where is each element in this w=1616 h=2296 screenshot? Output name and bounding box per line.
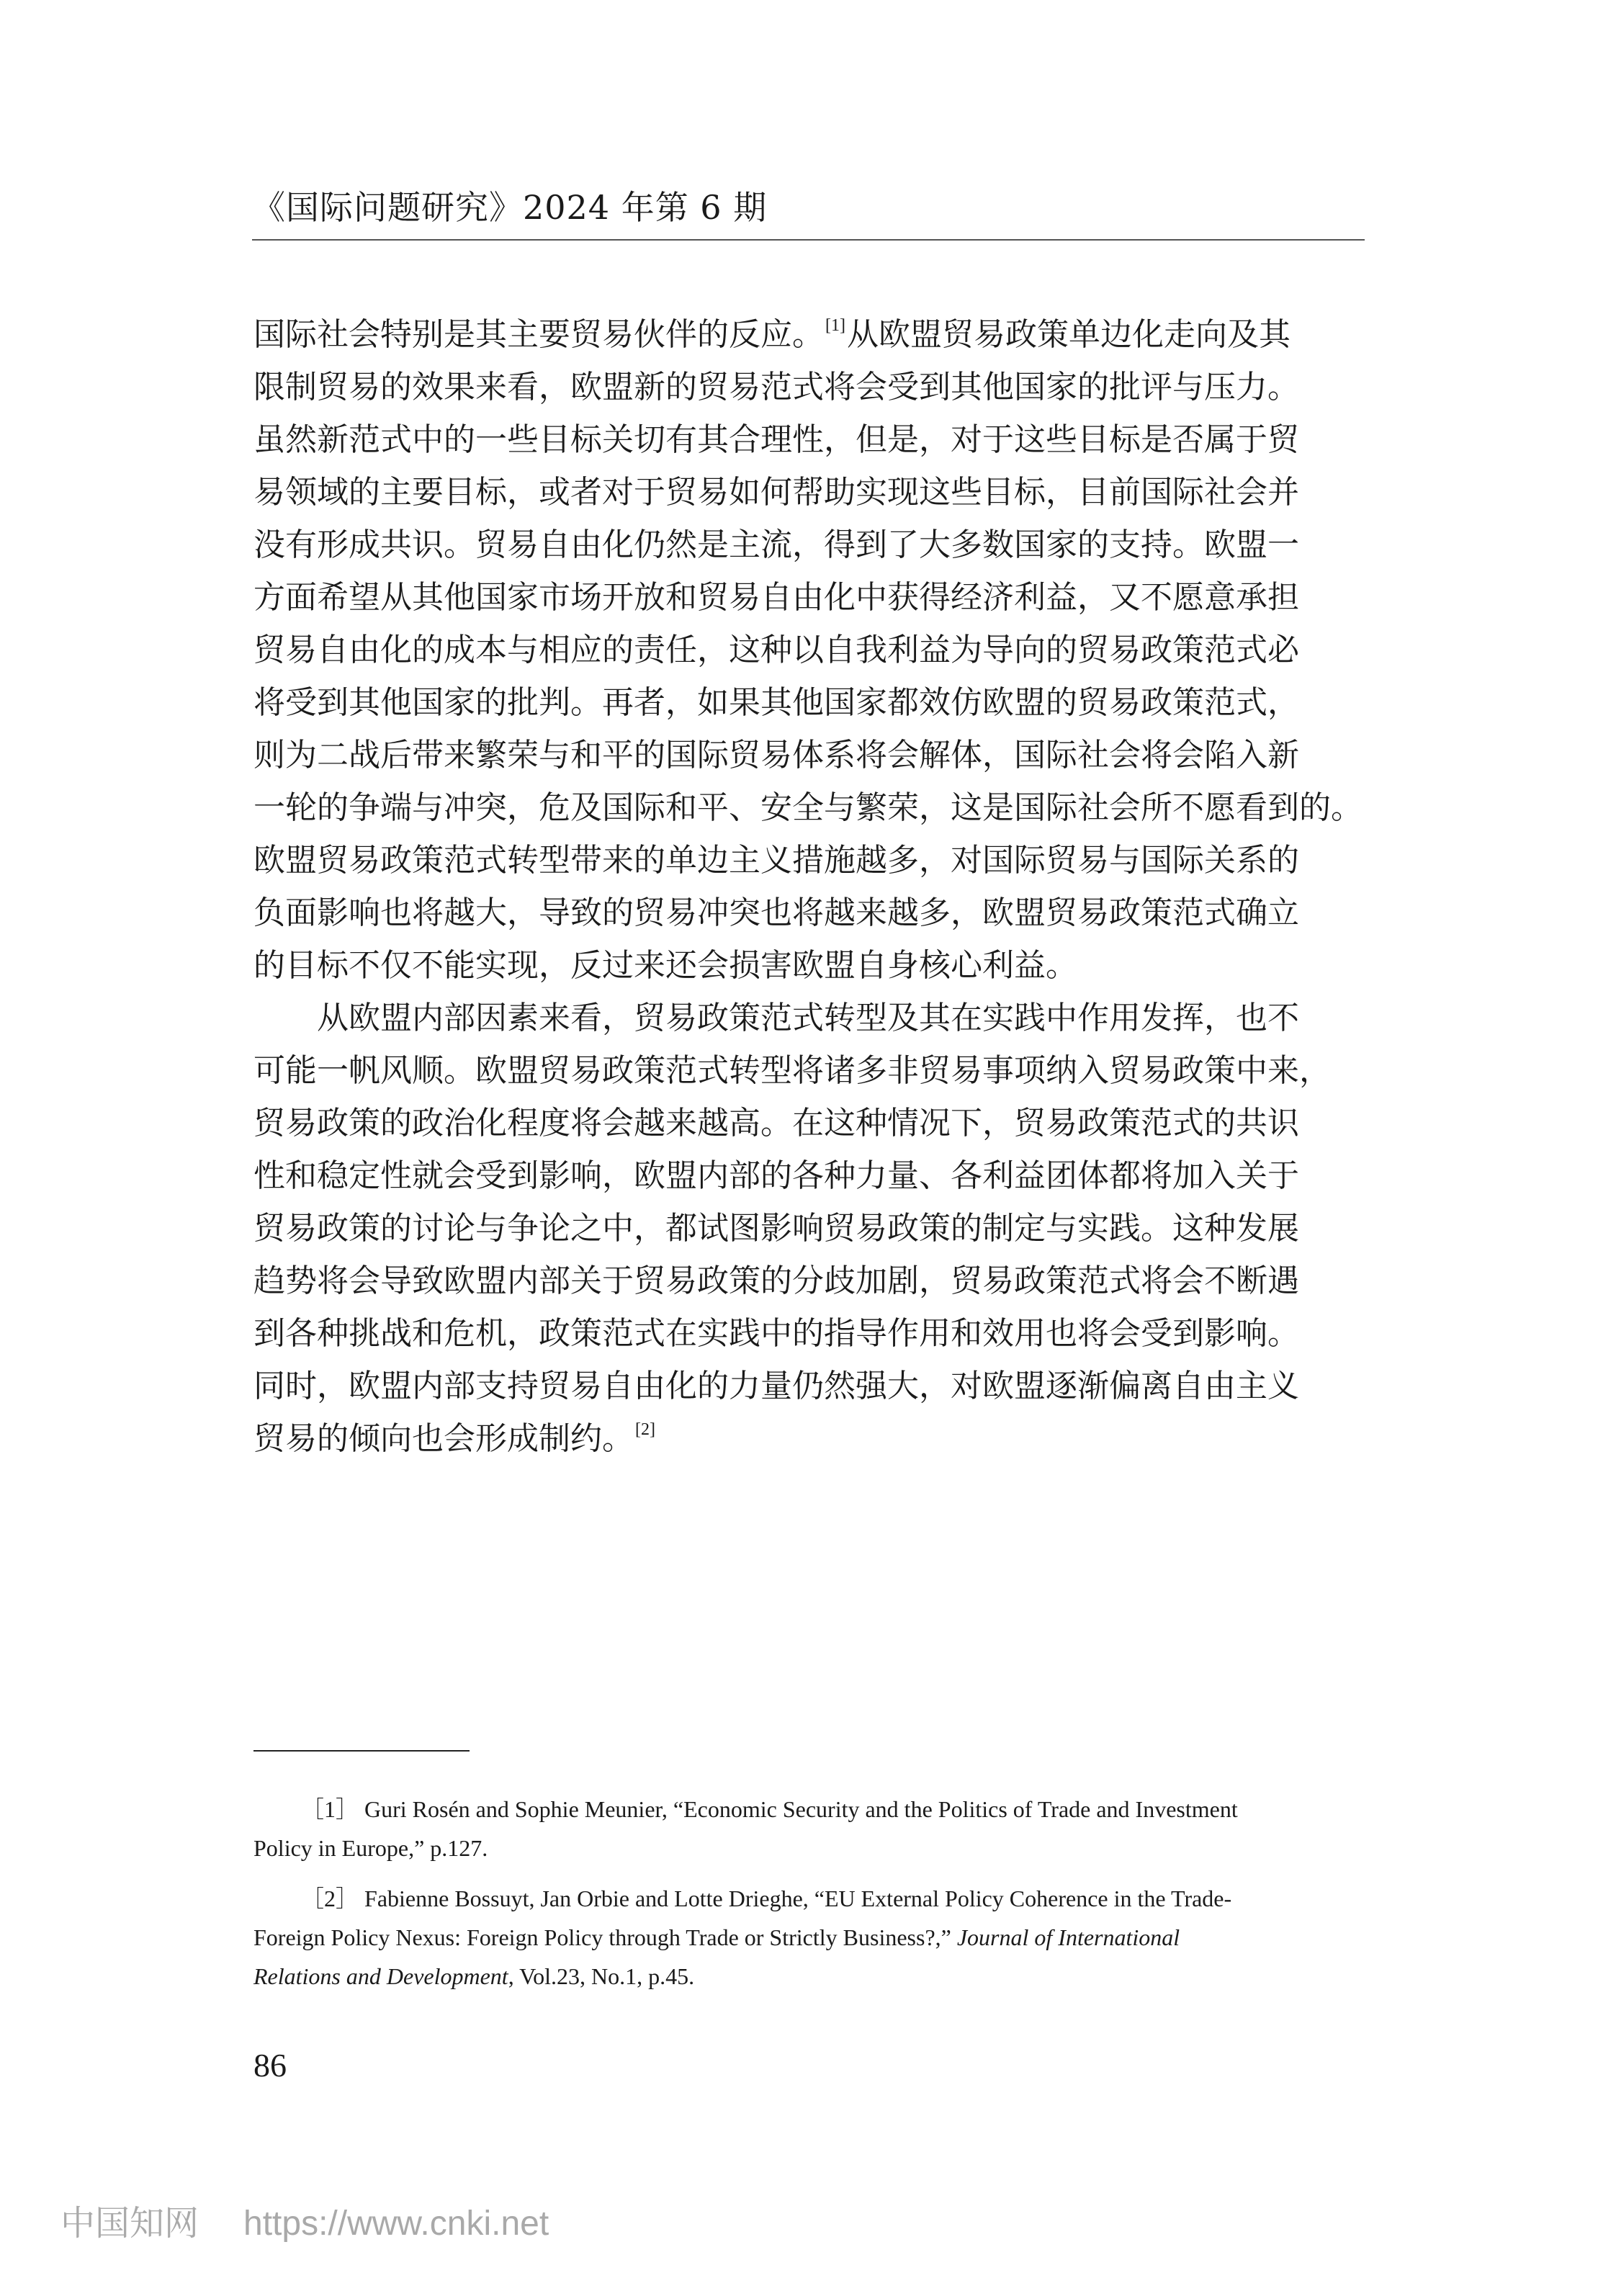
footnote-ref-2[interactable]: [2] [635, 1420, 655, 1439]
body-line: 同时，欧盟内部支持贸易自由化的力量仍然强大，对欧盟逐渐偏离自由主义 [253, 1368, 1299, 1404]
body-line: 易领域的主要目标，或者对于贸易如何帮助实现这些目标，目前国际社会并 [253, 474, 1299, 511]
body-line: 贸易的倾向也会形成制约。[2] [253, 1420, 655, 1457]
paragraph-start: 从欧盟内部因素来看，贸易政策范式转型及其在实践中作用发挥，也不 [317, 1000, 1299, 1036]
watermark-url[interactable]: https://www.cnki.net [243, 2205, 549, 2243]
journal-header: 《国际问题研究》2024 年第 6 期 [252, 188, 768, 227]
footnotes [253, 1790, 1366, 1996]
body-line: 贸易自由化的成本与相应的责任，这种以自我利益为导向的贸易政策范式必 [253, 632, 1299, 668]
footnote-rule [253, 1750, 470, 1752]
body-line: 到各种挑战和危机，政策范式在实践中的指导作用和效用也将会受到影响。 [253, 1315, 1299, 1352]
footnote-1: ［1］ Guri Rosén and Sophie Meunier, “Economic Security and the Politics of Trade and Investment [301, 1796, 1238, 1822]
header-rule [252, 239, 1365, 241]
watermark-name: 中国知网 [60, 2205, 199, 2243]
body-line: 的目标不仅不能实现，反过来还会损害欧盟自身核心利益。 [253, 947, 1077, 984]
journal-name: Relations and Development [253, 1963, 508, 1989]
body-line: 没有形成共识。贸易自由化仍然是主流，得到了大多数国家的支持。欧盟一 [253, 526, 1299, 563]
body-line: 将受到其他国家的批判。再者，如果其他国家都效仿欧盟的贸易政策范式， [253, 684, 1299, 721]
body-line: 国际社会特别是其主要贸易伙伴的反应。[1]从欧盟贸易政策单边化走向及其 [253, 316, 1290, 353]
footnote-2-cont: Relations and Development, Vol.23, No.1, p.45. [253, 1963, 695, 1989]
footnote-2: ［2］ Fabienne Bossuyt, Jan Orbie and Lotte Drieghe, “EU External Policy Coherence in the Trade- [301, 1885, 1232, 1911]
cnki-watermark [60, 2202, 549, 2246]
body-line: 负面影响也将越大，导致的贸易冲突也将越来越多，欧盟贸易政策范式确立 [253, 894, 1299, 931]
footnote-marker: ［2］ [301, 1885, 359, 1911]
footnote-1-cont: Policy in Europe,” p.127. [253, 1835, 488, 1861]
page-number: 86 [253, 2047, 287, 2084]
body-line: 可能一帆风顺。欧盟贸易政策范式转型将诸多非贸易事项纳入贸易政策中来， [253, 1052, 1331, 1089]
body-line: 一轮的争端与冲突，危及国际和平、安全与繁荣，这是国际社会所不愿看到的。 [253, 789, 1363, 826]
footnote-ref-1[interactable]: [1] [825, 316, 845, 335]
body-line: 欧盟贸易政策范式转型带来的单边主义措施越多，对国际贸易与国际关系的 [253, 842, 1299, 879]
body-line: 虽然新范式中的一些目标关切有其合理性，但是，对于这些目标是否属于贸 [253, 421, 1299, 458]
body-line: 趋势将会导致欧盟内部关于贸易政策的分歧加剧，贸易政策范式将会不断遇 [253, 1263, 1299, 1299]
body-line: 贸易政策的讨论与争论之中，都试图影响贸易政策的制定与实践。这种发展 [253, 1210, 1299, 1247]
body-line: 限制贸易的效果来看，欧盟新的贸易范式将会受到其他国家的批评与压力。 [253, 369, 1299, 405]
body-line: 方面希望从其他国家市场开放和贸易自由化中获得经济利益，又不愿意承担 [253, 579, 1299, 616]
body-text [253, 308, 1366, 1465]
footnote-marker: ［1］ [301, 1796, 359, 1822]
journal-name: Journal of International [956, 1924, 1180, 1950]
body-line: 性和稳定性就会受到影响，欧盟内部的各种力量、各利益团体都将加入关于 [253, 1157, 1299, 1194]
body-line: 则为二战后带来繁荣与和平的国际贸易体系将会解体，国际社会将会陷入新 [253, 737, 1299, 773]
body-line: 贸易政策的政治化程度将会越来越高。在这种情况下，贸易政策范式的共识 [253, 1105, 1299, 1142]
footnote-2-cont: Foreign Policy Nexus: Foreign Policy through Trade or Strictly Business?,” Journal of International [253, 1924, 1180, 1950]
